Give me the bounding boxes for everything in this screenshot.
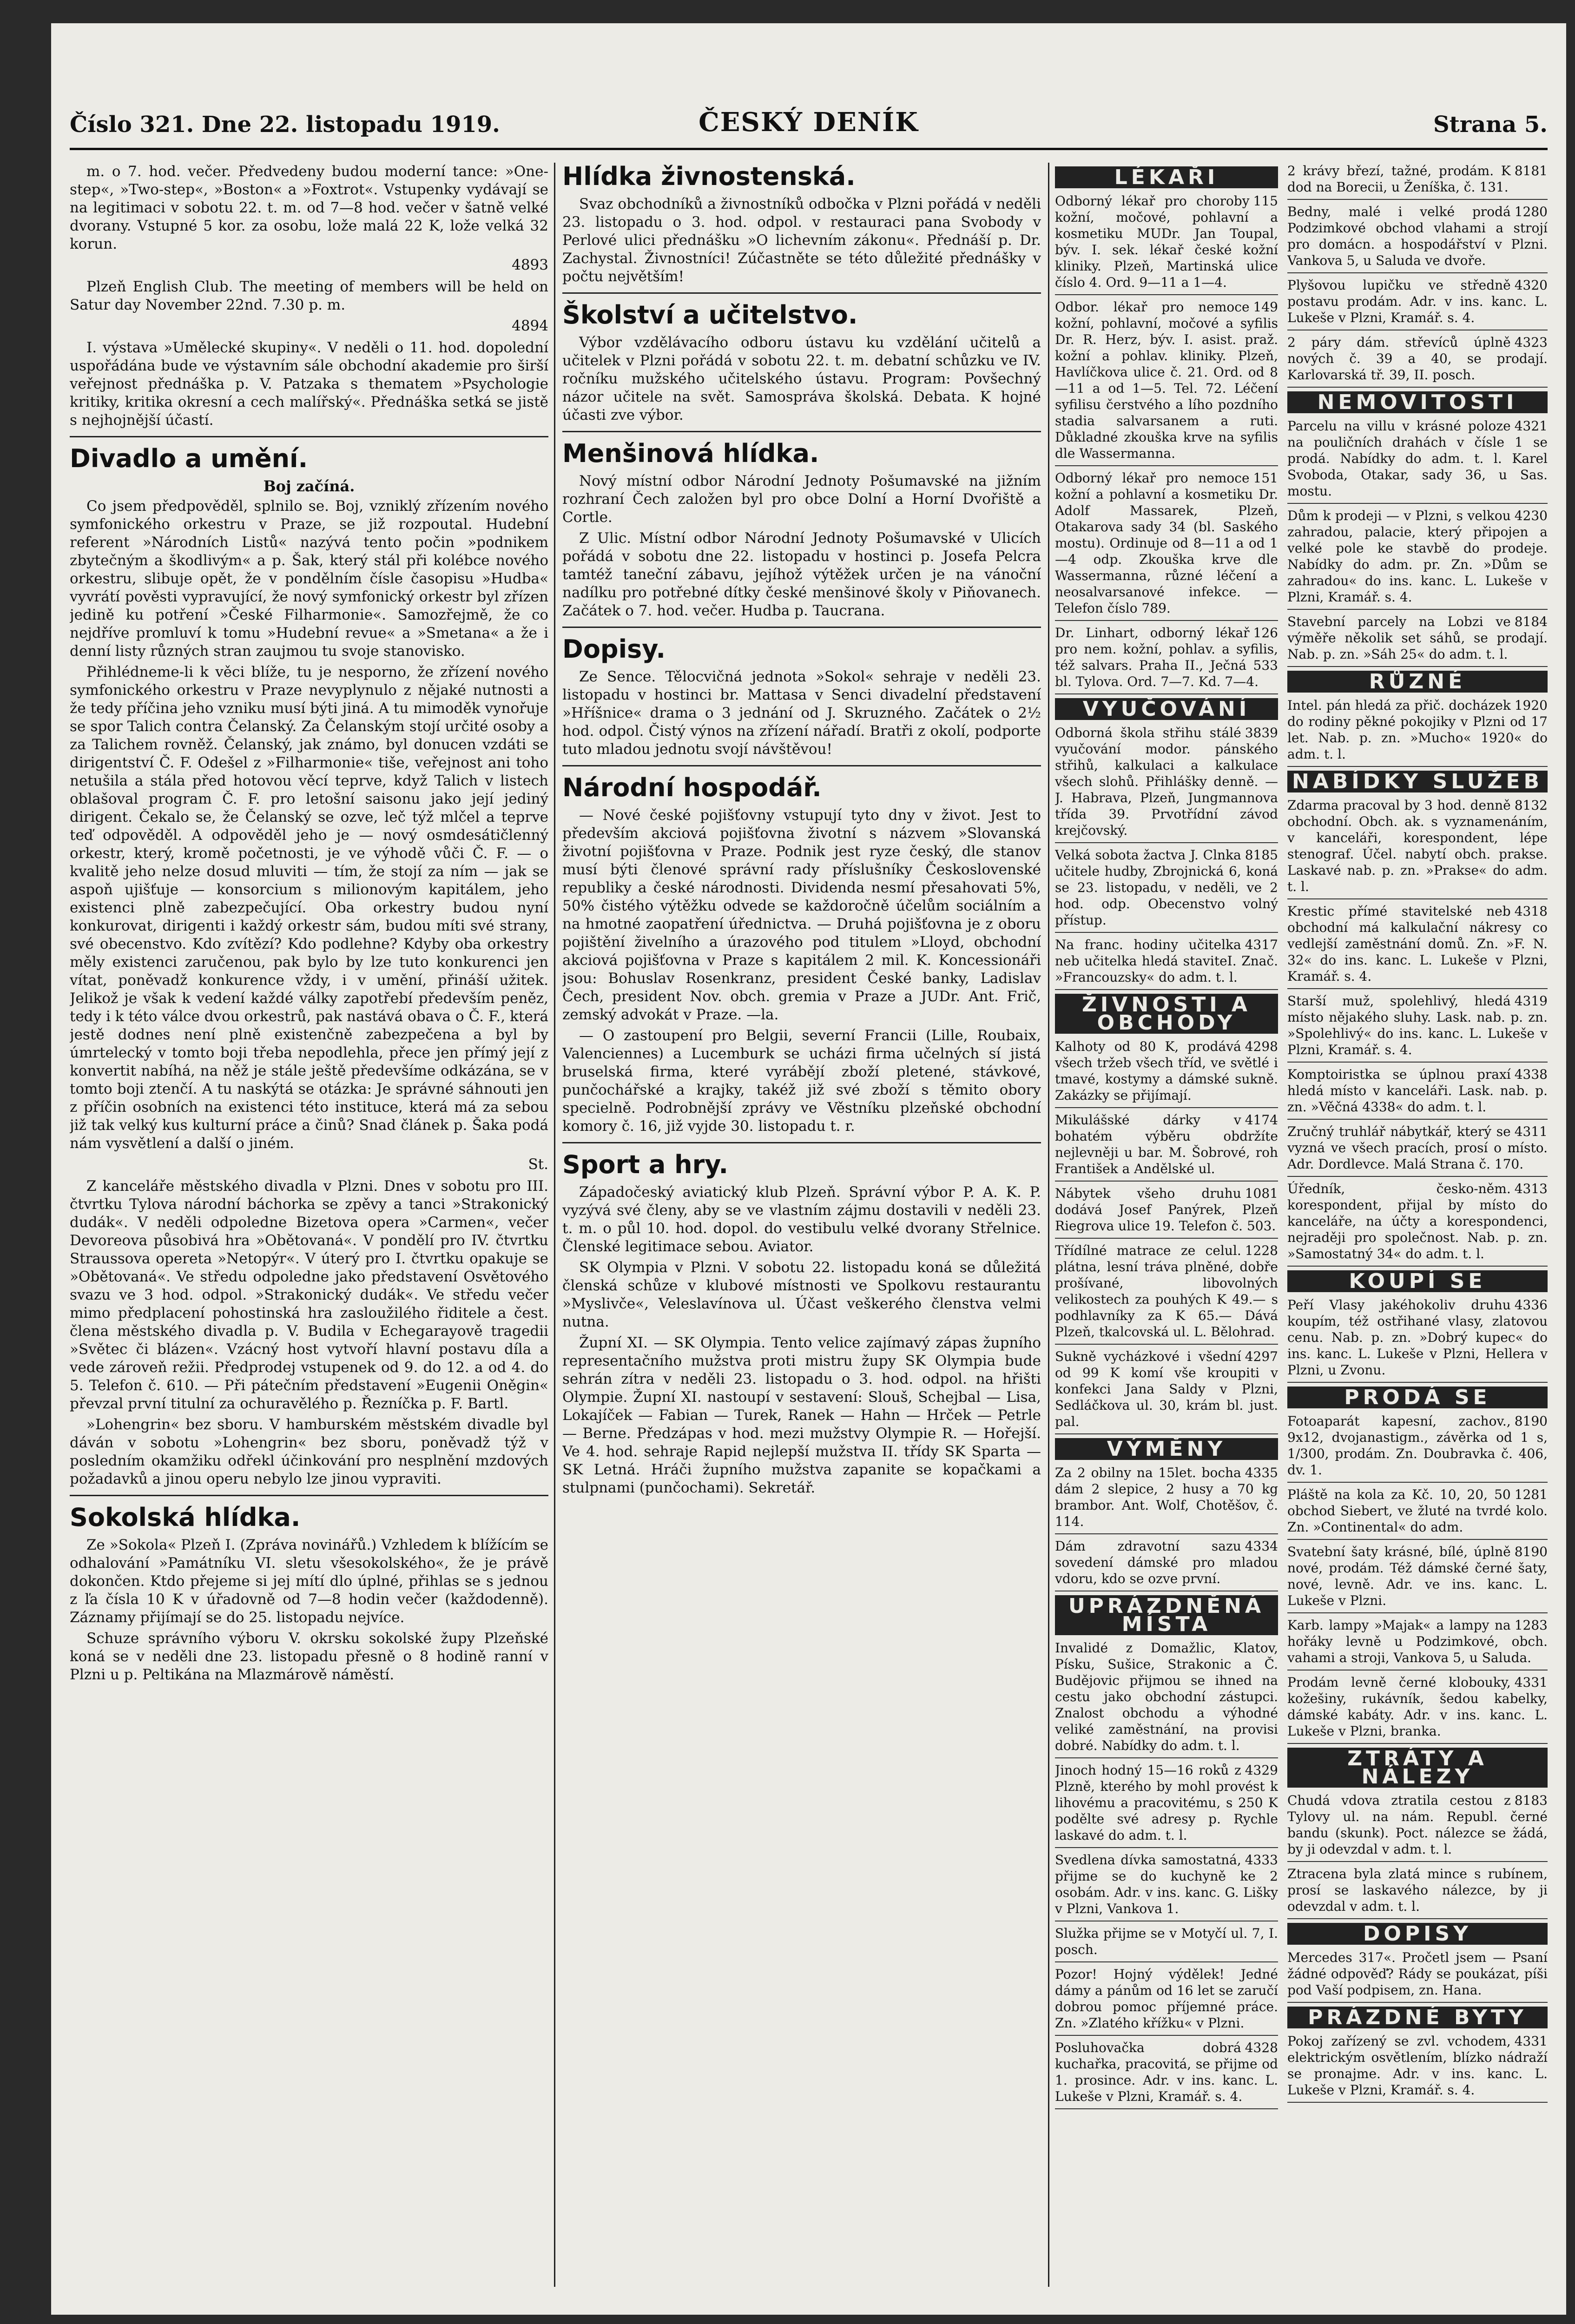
ad-code: 115 [1253, 193, 1278, 209]
ad-divider [1055, 1757, 1278, 1758]
banner-vymeny: VÝMĚNY [1055, 1438, 1278, 1460]
column-rule [554, 163, 555, 2287]
ads-vymeny [1055, 1465, 1278, 1591]
ad-code: 4335 [1245, 1465, 1278, 1480]
ad-divider [1287, 1176, 1548, 1177]
ad-code: 8132 [1514, 798, 1548, 813]
banner-nemovitosti: NEMOVITOSTI [1287, 391, 1548, 413]
banner-uprazdnena-mista: UPRÁZDNĚNÁ MÍSTA [1055, 1595, 1278, 1635]
article-paragraph: — O zastoupení pro Belgii, severní Francii (Lille, Roubaix, Valenciennes) a Lucemburk se ucházi firma učelných sí jistá bruselská firma, které vyrábějí zboží pletené, stávkové, punčochářské a krajky, takéž již své zboží s těmito obory specielně. Podrobnější zprávy ve Věstníku plzeňské obchodní komory č. 16, již vyjde 30. listopadu t. r. [562, 1027, 1041, 1135]
ad-code: 1920 [1514, 698, 1548, 713]
classified-ad [1055, 1925, 1278, 1958]
ad-divider [1055, 1238, 1278, 1239]
ad-code: 4338 [1514, 1067, 1548, 1082]
classified-ad [1287, 993, 1548, 1058]
ad-code: 1081 [1245, 1186, 1278, 1201]
ad-code: 8190 [1514, 1544, 1548, 1559]
header-rule [70, 148, 1548, 150]
ads-zivnosti [1055, 1038, 1278, 1239]
ad-divider [1287, 2002, 1548, 2003]
notice-dance: m. o 7. hod. večer. Předvedeny budou moderní tance: »One-step«, »Two-step«, »Boston« a »Foxtrot«. Vstupenky vydávají se na legitimaci v sobotu 22. t. m. od 7—8 hod. večer v šatně velké dvorany. Vstupné 5 kor. za osobu, lože malá 22 K, lože velká 32 korun. [70, 163, 548, 252]
ad-code: 1281 [1514, 1487, 1548, 1502]
banner-prazdne-byty: PRÁZDNÉ BYTY [1287, 2007, 1548, 2028]
classified-ad [1055, 1038, 1278, 1103]
ad-text: Zručný truhlář nábytkář, který se vyzná ve všech pracích, prosí o místo. Adr. Dordlevce. Malá Strana č. 170. [1287, 1124, 1548, 1172]
section-divider [562, 765, 1041, 766]
ad-divider [1287, 1918, 1548, 1919]
column-3-ads [1055, 163, 1278, 2287]
section-heading-skolstvi: Školství a učitelstvo. [562, 300, 858, 330]
ad-divider [1055, 1344, 1278, 1345]
ad-text: Prodám levně černé klobouky, kožešiny, rukávník, šedou kabelky, dámské kabáty. Adr. v ins. kanc. L. Lukeše v Plzni, branka. [1287, 1675, 1548, 1739]
page-number: Strana 5. [1433, 112, 1548, 138]
banner-koupi-se: KOUPÍ SE [1287, 1270, 1548, 1292]
ad-divider [1287, 766, 1548, 767]
ad-divider [1287, 1266, 1548, 1267]
article-theatre-office: Z kanceláře městského divadla v Plzni. Dnes v sobotu pro III. čtvrtku Tylova národní báchorka se zpěvy a tanci »Strakonický dudák«. V neděli odpoledne Bizetova opera »Carmen«, večer Devoreova působivá hra »Obětovaná«. V pondělí pro IV. čtvrtku Straussova opereta »Netopýr«. V úterý pro I. čtvrtku opakuje se »Obětovaná«. Ve středu odpoledne jako představení Osvětového svazu ve 3 hod. odpol. »Strakonický dudák«. Ve středu večer mimo předplacení pohostinská hra zasloužilého řiditele a čest. člena městského divadla p. V. Budila v Echegarayově tragedii »Světec či blázen«. Vzácný host vytvoří hlavní postavu díla a vede zároveň režii. Předprodej vstupenek od 9. do 12. a od 4. do 5. Telefon č. 610. — Při pátečním představení »Eugenii Oněgin« převzal první titulní za ochuravělého p. Řezníčka p. F. Bartl. [70, 1178, 548, 1412]
classified-ad [1055, 1242, 1278, 1340]
ad-text: Odborný lékař pro choroby kožní, močové, pohlavní a kosmetiku MUDr. Jan Toupal, býv. I. sek. lékař české kožní kliniky. Plzeň, Martinská ulice číslo 4. Ord. 9—11 a 1—4. [1055, 193, 1278, 290]
classified-ad [1287, 334, 1548, 383]
column-4-ads [1287, 163, 1548, 2287]
section-divider [562, 292, 1041, 294]
notice-number: 4893 [512, 257, 548, 273]
notice-exhibition: I. výstava »Umělecké skupiny«. V neděli o 11. hod. dopolední uspořádána bude ve výstavním sále obchodní akademie pro širší veřejnost přednáška p. V. Patzaka s thematem »Psychologie kritiky, kritika okresní a cech malířský«. Přednáška setká se jistě s nejhojnější účastí. [70, 339, 548, 429]
classified-ad [1287, 1949, 1548, 1998]
ad-text: Pláště na kola za Kč. 10, 20, 50 obchod Siebert, ve žluté na tvrdé kolo. Zn. »Continental« do adm. [1287, 1487, 1548, 1535]
ad-divider [1055, 2035, 1278, 2036]
article-paragraph: Nový místní odbor Národní Jednoty Pošumavské na jižním rozhraní Čech založen byl pro obce Dolní a Horní Dvořiště a Cortle. [562, 473, 1041, 526]
article-paragraph: Přihlédneme-li k věci blíže, tu je nesporno, že zřízení nového symfonického orkestru v Praze nevyplynulo z nějaké nutnosti a že tedy příčina jeho vzniku musí býti jiná. A tu mimoděk vynořuje se spor Talich contra Čelanský. Za Čelanským stojí určité osoby a za Talichem rovněž. Čelanský, jak známo, byl donucen vzdáti se dirigentství Č. F. Odešel z »Filharmonie« tiše, veřejnost ani toho netušila a stála před hotovou věcí teprve, když Talich v listech oblašoval program Č. F. pro letošní saisonu jako její jediný dirigent. Čekalo se, že Čelanský se ozve, leč týž mlčel a teprve teď odpověděl. A odpověděl jeho je — nový osmdesátičlenný orkestr, který, kromě početnosti, je ve výhodě vůči Č. F. — o kvalitě jeho nelze dosud mluviti — tím, že stojí za ním — jak se aspoň ujišťuje — konsorcium s milionovým kapitálem, jeho existenci plně zabezpečující. Oba orkestry budou nyní konkurovat, dirigenti i každý orkestr sám, budou míti své strany, své obecenstvo. Kdo zvítězí? Kdo podlehne? Kdyby oba orkestry měly existenci zaručenou, pak bylo by lze tuto konkurenci jen vítat, poněvadž konkurence vždy, i v umění, přináší užitek. Jelikož je však k vedení každé války zapotřebí především peněz, tedy i k této válce dvou orkestrů, pak nastává obava o Č. F., která jestě dodnes není plně existenčně zabezpečena a byl by úmrtelecký v tomto boji třeba nepodlehla, přece jen přímý její z konvertit nabíhá, na něž je stále ještě předevšíme odkázána, se v tomto boji ztenčí. A tu naskýtá se otázka: Je správné sáhnouti jen z příčin osobních na existenci této instituce, která má za sebou již tak velký kus kulturní práce a činů? Snad článek p. Šaka podá nám vysvětlení a další o jiném. [70, 664, 548, 1152]
issue-date: Číslo 321. Dne 22. listopadu 1919. [70, 112, 500, 138]
classified-ad [1287, 2033, 1548, 2098]
ad-text: Intel. pán hledá za přič. docházek do rodiny pěkné pokojiky v Plzni od 17 let. Nab. p. zn. »Mucho« 1920« do adm. t. l. [1287, 698, 1548, 762]
classified-ad [1055, 299, 1278, 462]
ad-code: 4331 [1514, 2034, 1548, 2049]
ad-divider [1287, 1539, 1548, 1540]
ad-text: Peří Vlasy jakéhokoliv druhu koupím, též ostřihané vlasy, zlatovou cenu. Nab. p. zn. »Dobrý kupec« do ins. kanc. L. Lukeše v Plzni, Hellera v Plzni, u Zvonu. [1287, 1297, 1548, 1378]
ad-divider [1287, 898, 1548, 899]
classified-ad [1287, 508, 1548, 605]
section-heading-narodni: Národní hospodář. [562, 773, 822, 802]
ad-code: 4320 [1514, 277, 1548, 293]
ad-text: Nábytek všeho druhu dodává Josef Panýrek, Plzeň Riegrova ulice 19. Telefon č. 503. [1055, 1186, 1278, 1234]
ad-text: Dám zdravotní sazu sovedení dámské pro mladou vdoru, kdo se ozve první. [1055, 1538, 1278, 1586]
article-paragraph: — Nové české pojišťovny vstupují tyto dny v život. Jest to především akciová pojišťovna životní s názvem »Slovanská životní pojišťovna v Praze. Podnik jest ryze český, dle stanov musí býti členové správní rady příslušníky Československé republiky a české národnosti. Dividenda nesmí přesahovati 5%, 50% čistého výtěžku odvede se každoročně účelům sociálním a na hmotné zaopatření úřednictva. — Druhá pojišťovna je z oboru pojištění živelního a úrazového pod titulem »Lloyd, obchodní akciová pojišťovna v Praze s kapitálem 2 mil. K. Koncessionáři jsou: Bohuslav Rosenkranz, president České banky, Ladislav Čech, president Nov. obch. gremia v Praze a JUDr. Ant. Frič, zemský advokát v Praze. —la. [562, 807, 1041, 1023]
classified-ad [1055, 847, 1278, 928]
section-heading-dopisy: Dopisy. [562, 634, 666, 664]
section-heading-sokol: Sokolská hlídka. [70, 1503, 301, 1532]
ads-ruzne [1287, 697, 1548, 767]
ad-divider [1055, 294, 1278, 295]
classified-ad [1287, 1297, 1548, 1378]
section-heading-mensinova: Menšinová hlídka. [562, 439, 819, 468]
classified-ad [1287, 1181, 1548, 1262]
page-header [70, 102, 1548, 139]
ad-code: 4298 [1245, 1039, 1278, 1054]
ads-uprazdnena [1055, 1640, 1278, 1848]
banner-dopisy: DOPISY [1287, 1923, 1548, 1945]
classified-ad [1055, 2040, 1278, 2105]
ad-text: Odborný lékař pro nemoce kožní a pohlavní a kosmetiku Dr. Adolf Massarek, Plzeň, Otakarova sady 34 (bl. Saského mostu). Ordinuje od 8—11 a od 1—4 odp. Zkouška krve dle Wassermanna, různé léčení a neosalvarsanové infekce. — Telefon číslo 789. [1055, 470, 1278, 616]
ad-code: 8183 [1514, 1793, 1548, 1808]
banner-ruzne: RŮZNÉ [1287, 671, 1548, 693]
ad-text: Invalidé z Domažlic, Klatov, Písku, Sušice, Strakonic a Č. Budějovic přijmou se ihned na cestu jako obchodní zástupci. Znalost obchodu a výhodné veliké zaměstnání, na provisi dobré. Nabídky do adm. t. l. [1055, 1640, 1278, 1753]
ad-text: Kalhoty od 80 K, prodává všech tržeb všech tříd, ve světlé i tmavé, kostymy a dámské sukně. Zakázky se přijímají. [1055, 1039, 1278, 1103]
ad-text: Chudá vdova ztratila cestou z Tylovy ul. na nám. Republ. černé bandu (skunk). Poct. nálezce se žádá, by ji odevzdal v adm. t. l. [1287, 1793, 1548, 1857]
ad-divider [1287, 1382, 1548, 1383]
ad-code: 4323 [1514, 335, 1548, 350]
classified-ad [1287, 1674, 1548, 1739]
ads-nabidky [1287, 797, 1548, 1267]
article-signature: St. [528, 1156, 548, 1173]
classified-ad [1287, 1792, 1548, 1857]
article-paragraph: SK Olympia v Plzni. V sobotu 22. listopadu koná se důležitá členská schůze v klubové místnosti ve Spolkovu restaurantu »Myslivče«, Veleslavínova ul. Účast veškerého členstva velmi nutna. [562, 1259, 1041, 1330]
ad-code: 4317 [1245, 937, 1278, 952]
classified-ad [1055, 1762, 1278, 1843]
ads-dopisy [1287, 1949, 1548, 2003]
classified-ad [1287, 1066, 1548, 1115]
ad-divider [1287, 1861, 1548, 1862]
ad-code: 4318 [1514, 904, 1548, 919]
ad-divider [1287, 1062, 1548, 1063]
ad-divider [1287, 199, 1548, 200]
ad-text: 2 páry dám. střevíců úplně nových č. 39 a 40, se prodají. Karlovarská tř. 39, II. posch. [1287, 335, 1548, 383]
section-heading-divadlo: Divadlo a umění. [70, 444, 308, 473]
section-heading-sport: Sport a hry. [562, 1150, 728, 1179]
ad-text: Pozor! Hojný výdělek! Jedné dámy a pánům od 16 let se zaručí dobrou pomoc příjemné práce. Zn. »Zlatého křížku« v Plzni. [1055, 1967, 1278, 2031]
ad-text: Odbor. lékař pro nemoce kožní, pohlavní, močové a syfilis Dr. R. Herz, býv. I. asist. praž. kožní a pohlav. kliniky. Plzeň, Havlíčkova ulice č. 21. Ord. od 8—11 a od 1—5. Tel. 72. Léčení syfilisu čerstvého a lího pozdního stadia salvarsanem a ruti. Důkladné zkouška krve na syfilis dle Wassermanna. [1055, 299, 1278, 461]
ad-text: Služka přijme se v Motyčí ul. 7, I. posch. [1055, 1926, 1278, 1957]
ad-divider [1055, 1107, 1278, 1108]
ad-code: 1280 [1514, 204, 1548, 219]
ad-code: 4329 [1245, 1763, 1278, 1778]
ad-text: Stavební parcely na Lobzi ve výměře několik set sáhů, se prodají. Nab. p. zn. »Sáh 25« do adm. t. l. [1287, 614, 1548, 662]
banner-vyucovani: VYUČOVÁNÍ [1055, 698, 1278, 720]
ad-code: 8190 [1514, 1413, 1548, 1429]
newspaper-page [51, 23, 1566, 2315]
ad-divider [1287, 272, 1548, 273]
ad-text: Dům k prodeji — v Plzni, s velkou zahradou, palacie, který připojen a velké pole ke stavbě do prodeje. Nabídky do adm. pr. Zn. »Dům se zahradou« do ins. kanc. L. Lukeše v Plzni, Kramář. s. 4. [1287, 508, 1548, 605]
article-paragraph: Ze »Sokola« Plzeň I. (Zpráva novinářů.) Vzhledem k blížícím se odhalování »Památníku VI. sletu všesokolského«, že je právě dokončen. Ktdo přejeme si jej mítí dlo úplné, přihlas se s jednou z ľa čísla 10 K v úřadovně od 7—8 hodin večer (každodenně). Záznamy přijímají se do 25. listopadu nejvíce. [70, 1537, 548, 1626]
notice-number: 4894 [512, 317, 548, 334]
ads-zivnosti-more [1055, 1242, 1278, 1434]
classified-ad [1287, 163, 1548, 195]
ads-prazdne [1287, 2033, 1548, 2103]
classified-ad [1055, 1185, 1278, 1234]
ad-divider [1055, 1181, 1278, 1182]
column-rule [1048, 163, 1049, 2287]
classified-ad [1287, 204, 1548, 269]
ad-divider [1287, 1612, 1548, 1613]
article-paragraph: Ze Sence. Tělocvičná jednota »Sokol« sehraje v neděli 23. listopadu v hostinci br. Mattasa v Senci divadelní představení »Hříšnice« drama o 3 jednání od J. Skruzného. Začátek o 2½ hod. odpol. Čistý výnos na zřízení nářadí. Bratři z okolí, podporte tuto mladou jednotu svojí návštěvou! [562, 668, 1041, 758]
ad-code: 4297 [1245, 1349, 1278, 1364]
ad-code: 4331 [1514, 1675, 1548, 1690]
classified-ad [1055, 193, 1278, 290]
article-paragraph: Župní XI. — SK Olympia. Tento velice zajímavý zápas župního representačního mužstva proti mistru župy SK Olympia bude sehrán zítra v neděli 23. listopadu o 3. hod. odpol. na hřišti Olympie. Župní XI. nastoupí v sestavení: Slouš, Schejbal — Lisa, Lokajíček — Fabian — Turek, Ranek — Hahn — Hrček — Petrle — Berne. Předzápas v hod. mezi mužstvy Olympie R. — Hořejší. Ve 4. hod. sehraje Rapid nejlepší mužstva II. třídy SK Sparta — SK Letná. Hráči župního mužstva zapanite se kopačkami a stulpnami (punčochami). Sekretář. [562, 1334, 1041, 1496]
ad-divider [1055, 2108, 1278, 2109]
ads-lekari [1055, 193, 1278, 694]
ad-text: Plyšovou lupičku ve středně postavu prodám. Adr. v ins. kanc. L. Lukeše v Plzni, Kramář. s. 4. [1287, 277, 1548, 325]
ad-divider [1287, 2102, 1548, 2103]
section-divider [562, 1142, 1041, 1143]
ad-code: 4328 [1245, 2040, 1278, 2055]
ad-divider [1287, 503, 1548, 504]
classified-ad [1287, 903, 1548, 984]
ad-code: 4321 [1514, 418, 1548, 434]
classified-ad [1055, 1465, 1278, 1530]
ad-divider [1055, 693, 1278, 694]
ad-code: 4311 [1514, 1124, 1548, 1139]
ad-text: Parcelu na villu v krásné poloze na pouličních drahách v čísle 1 se prodá. Nabídky do adm. t. l. Karel Svoboda, Otakar, sady 36, u Sas. mostu. [1287, 418, 1548, 499]
classified-ad [1055, 1348, 1278, 1430]
ad-text: Pokoj zařízený se zvl. vchodem, elektrickým osvětlením, blízko nádraží se pronajme. Adr. v ins. kanc. L. Lukeše v Plzni, Kramář. s. 4. [1287, 2034, 1548, 2098]
classified-ad [1287, 418, 1548, 499]
classified-ad [1055, 470, 1278, 616]
ad-divider [1055, 989, 1278, 990]
column-1 [70, 163, 548, 2287]
ad-code: 4336 [1514, 1297, 1548, 1313]
ad-text: Karb. lampy »Majak« a lampy na hořáky levně u Podzimkové, obch. vahami a stroji, Vankova 5, u Saluda. [1287, 1618, 1548, 1665]
classified-ad [1055, 1640, 1278, 1754]
section-heading-zivnostenska: Hlídka živnostenská. [562, 163, 856, 191]
ad-divider [1055, 1533, 1278, 1534]
ad-text: Odborná škola střihu stálé vyučování modor. pánského střihů, kalkulaci a kalkulace všech slohů. Přihlášky denně. — J. Habrava, Plzeň, Jungmannova třída 39. Prvotřídní závod krejčovský. [1055, 725, 1278, 838]
banner-nabidky-sluzeb: NABÍDKY SLUŽEB [1287, 771, 1548, 792]
ad-code: 4313 [1514, 1181, 1548, 1196]
ad-text: Ztracena byla zlatá mince s rubínem, prosí se laskavého nálezce, by ji odevzdal v adm. t. l. [1287, 1866, 1548, 1914]
ad-code: 1228 [1245, 1243, 1278, 1258]
newspaper-title: ČESKÝ DENÍK [699, 107, 919, 138]
ad-divider [1055, 465, 1278, 466]
ads-proda [1287, 1413, 1548, 1744]
classified-ad [1055, 625, 1278, 690]
classified-ad [1287, 1486, 1548, 1535]
classified-ad [1055, 1852, 1278, 1917]
article-paragraph: Schuze správního výboru V. okrsku sokolské župy Plzeňské koná se v neděli dne 23. listopadu přesně o 8 hodině ranní v Plzni u p. Peltikána na Mlazmárově náměstí. [70, 1630, 548, 1683]
ad-code: 4230 [1514, 508, 1548, 523]
classified-ad [1287, 797, 1548, 895]
article-paragraph: Západočeský aviatický klub Plzeň. Správní výbor P. A. K. P. vyzývá své členy, aby se ve vlastním zájmu dostavili v neděli 23. t. m. o půl 10. hod. dopol. do vestibulu velké dvorany Střelnice. Členské legitimace sebou. Aviator. [562, 1184, 1041, 1255]
classified-ad [1055, 1966, 1278, 2031]
ad-code: 3839 [1245, 725, 1278, 740]
ad-text: Za 2 obilny na 15let. bocha dám 2 slepice, 2 husy a 70 kg brambor. Ant. Wolf, Chotěšov, č. 114. [1055, 1465, 1278, 1529]
ad-divider [1287, 1119, 1548, 1120]
banner-ztraty: ZTRÁTY A NÁLEZY [1287, 1748, 1548, 1788]
classified-ad [1055, 1538, 1278, 1587]
ad-divider [1055, 932, 1278, 933]
ad-text: Sukně vycházkové i všední od 99 K komí vše kroupiti v konfekci Jana Saldy v Plzni, Sedláčkova ul. 30, krám bl. just. pal. [1055, 1349, 1278, 1429]
ad-text: Velká sobota žactva J. Clnka učitele hudby, Zbrojnická 6, koná se 23. listopadu, v neděli, ve 2 hod. odp. Obecenstvo volný přístup. [1055, 847, 1278, 928]
classified-ad [1287, 1544, 1548, 1609]
ad-code: 1283 [1514, 1618, 1548, 1633]
classified-ad [1287, 614, 1548, 662]
ad-code: 4334 [1245, 1538, 1278, 1554]
ad-text: Krestic přímé stavitelské neb obchodní má kalkulační nákresy co vedlejší zaměstnání domů. Zn. »F. N. 32« do ins. kanc. L. Lukeše v Plzni, Kramář. s. 4. [1287, 904, 1548, 984]
classified-ad [1055, 1112, 1278, 1177]
ad-text: Zdarma pracoval by 3 hod. denně obchodní. Obch. ak. s vyznamenáním, v kanceláři, korespondent, lépe stenograf. Účel. nabytí obch. prakse. Laskavé nab. p. zn. »Prakse« do adm. t. l. [1287, 798, 1548, 894]
ad-code: 4174 [1245, 1112, 1278, 1128]
classified-ad [1287, 277, 1548, 326]
ad-divider [1287, 609, 1548, 610]
ad-text: Svatební šaty krásné, bílé, úplně nové, prodám. Též dámské černé šaty, nové, levně. Adr. ve ins. kanc. L. Lukeše v Plzni. [1287, 1544, 1548, 1608]
ad-divider [1055, 842, 1278, 843]
article-paragraph: Výbor vzdělávacího odboru ústavu ku vzdělání učitelů a učitelek v Plzni pořádá v sobotu 22. t. m. debatní schůzku ve IV. ročníku mužského učitelského ústavu. Program: Povšechný názor učitele na svět. Samospráva školská. Debata. K hojné účasti zve výbor. [562, 334, 1041, 423]
classified-ad [1055, 937, 1278, 985]
ad-divider [1055, 620, 1278, 621]
ad-code: 8181 [1514, 163, 1548, 178]
ad-code: 126 [1253, 625, 1278, 640]
ad-text: 2 krávy březí, tažné, prodám. K dod na Borecii, u Ženíška, č. 131. [1287, 163, 1511, 195]
article-paragraph: Z Ulic. Místní odbor Národní Jednoty Pošumavské v Ulicích pořádá v sobotu dne 22. listopadu v hostinci p. Josefa Pelcra tamtéž taneční zábavu, jejíhož výtěžek určen je na vánoční nadílku pro potřebné dítky české menšinové školy v Piňovanech. Začátek o 7. hod. večer. Hudba p. Taucrana. [562, 530, 1041, 619]
ads-misc [1055, 1852, 1278, 2109]
section-divider [562, 627, 1041, 628]
banner-zivnosti: ŽIVNOSTI A OBCHODY [1055, 994, 1278, 1034]
section-divider [70, 1495, 548, 1496]
column-2 [562, 163, 1041, 2287]
article-lohengrin: »Lohengrin« bez sboru. V hamburském městském divadle byl dáván v sobotu »Lohengrin« bez sboru, poněvadž týž v posledním okamžiku odřekl účinkování pro nesplnění mzdových požadavků a jinou operu nebylo lze jinou vypraviti. [70, 1416, 548, 1487]
classified-ad [1287, 697, 1548, 762]
ad-text: Třídílné matrace ze celul. plátna, lesní tráva plněné, dobře prošívané, libovolných velikostech za pouhých K 49.— s podhlavníky za K 65.— Dává Plzeň, tkalcovská ul. L. Bělohrad. [1055, 1243, 1278, 1340]
ad-divider [1055, 1961, 1278, 1962]
ad-code: 149 [1253, 299, 1278, 315]
banner-proda-se: PRODÁ SE [1287, 1386, 1548, 1408]
ads-koupi [1287, 1297, 1548, 1383]
ad-divider [1287, 666, 1548, 667]
banner-lekari: LÉKAŘI [1055, 166, 1278, 188]
ad-text: Komptoiristka se úplnou praxí hledá místo v kanceláři. Lask. nab. p. zn. »Věčná 4338« do adm. t. l. [1287, 1067, 1548, 1115]
article-paragraph: Co jsem předpověděl, splnilo se. Boj, vzniklý zřízením nového symfonického orkestru v Praze, se již rozpoutal. Hudební referent »Národních Listů« nazývá tento počin »podnikem zbytečným a škodlivým« a p. Šak, který stál při kolébce nového orkestru, slibuje opět, že v pondělním čísle časopisu »Hudba« vyvrátí pověsti vypravující, že nový symfonický orkestr byl zřízen jedině ku potření »České Filharmonie«. Samozřejmě, že co nejdříve promluví k tomu »Hudební revue« a »Smetana« a že i denní listy různých stran zaujmou tu svoje stanovisko. [70, 498, 548, 660]
classified-ad [1287, 1123, 1548, 1172]
classified-ad [1055, 725, 1278, 838]
ad-text: Úředník, česko-něm. korespondent, přijal by místo do kanceláře, na účty a korespondenci, nejraději pro společnost. Nab. p. zn. »Samostatný 34« do adm. t. l. [1287, 1181, 1548, 1261]
ad-text: Fotoaparát kapesní, zachov., 9x12, dvojanastigm., závěrka od 1 s, 1/300, prodám. Zn. Doubravka č. 406, dv. 1. [1287, 1413, 1548, 1478]
ad-divider [1055, 1433, 1278, 1434]
ad-code: 151 [1253, 470, 1278, 486]
ad-code: 8184 [1514, 614, 1548, 629]
section-divider [70, 436, 548, 437]
section-divider [562, 431, 1041, 432]
ad-text: Dr. Linhart, odborný lékař pro nem. kožní, pohlav. a syfilis, též salvars. Praha II., Ječná 533 bl. Tylova. Ord. 7—7. Kd. 7—4. [1055, 625, 1278, 689]
ad-code: 4319 [1514, 993, 1548, 1009]
ad-divider [1287, 1743, 1548, 1744]
classified-ad [1287, 1617, 1548, 1666]
ad-code: 8185 [1245, 847, 1278, 863]
ad-divider [1287, 988, 1548, 989]
article-paragraph: Svaz obchodníků a živnostníků odbočka v Plzni pořádá v neděli 23. listopadu o 3. hod. odpol. v restauraci pana Svobody v Perlové ulici přednášku »O lichevním zákonu«. Přednáší p. Dr. Zachystal. Živnostníci! Zúčastněte se této důležité přednášky v počtu největším! [562, 196, 1041, 285]
classified-ad [1287, 1866, 1548, 1915]
ad-text: Mikulášské dárky v bohatém výběru obdržíte nejlevněji u bar. M. Šobrové, roh František a Andělské ul. [1055, 1112, 1278, 1176]
ad-text: Jinoch hodný 15—16 roků z Plzně, kterého by mohl provést k lihovému a pracovitému, s 250 K podělte své adresy p. Rychle laskavé do adm. t. l. [1055, 1763, 1278, 1843]
ad-divider [1287, 1482, 1548, 1483]
ad-text: Starší muž, spolehlivý, hledá místo nějakého sluhy. Lask. nab. p. zn. »Spolehlivý« do ins. kanc. L. Lukeše v Plzni, Kramář. s. 4. [1287, 993, 1548, 1057]
ad-divider [1287, 387, 1548, 388]
ads-top [1287, 163, 1548, 388]
classified-ad [1287, 1413, 1548, 1478]
ad-text: Posluhovačka dobrá kuchařka, pracovitá, se přijme od 1. prosince. Adr. v ins. kanc. L. Lukeše v Plzni, Kramář. s. 4. [1055, 2040, 1278, 2104]
ads-ztraty [1287, 1792, 1548, 1919]
ads-vyucovani [1055, 725, 1278, 990]
notice-english-club: Plzeň English Club. The meeting of members will be held on Satur day November 22nd. 7.30 p. m. [70, 278, 548, 313]
ads-nemovitosti [1287, 418, 1548, 667]
ad-text: Mercedes 317«. Pročetl jsem — Psaní žádné odpověď? Rády se poukázat, píši pod Vaší podpisem, zn. Hana. [1287, 1950, 1548, 1998]
ad-text: Bedny, malé i velké prodá Podzimkové obchod vlahami a strojí pro domácn. a hospodářství v Plzni. Vankova 5, u Saluda ve dvoře. [1287, 204, 1548, 268]
ad-code: 4333 [1245, 1852, 1278, 1868]
ad-divider [1055, 1847, 1278, 1848]
ad-text: Svedlena dívka samostatná, přijme se do kuchyně ke 2 osobám. Adr. v ins. kanc. G. Lišky v Plzni, Vankova 1. [1055, 1852, 1278, 1916]
ad-text: Na franc. hodiny učitelka neb učitelka hledá staviteI. Znač. »Francouzsky« do adm. t. l. [1055, 937, 1278, 985]
article-title-boj: Boj začíná. [263, 477, 355, 495]
